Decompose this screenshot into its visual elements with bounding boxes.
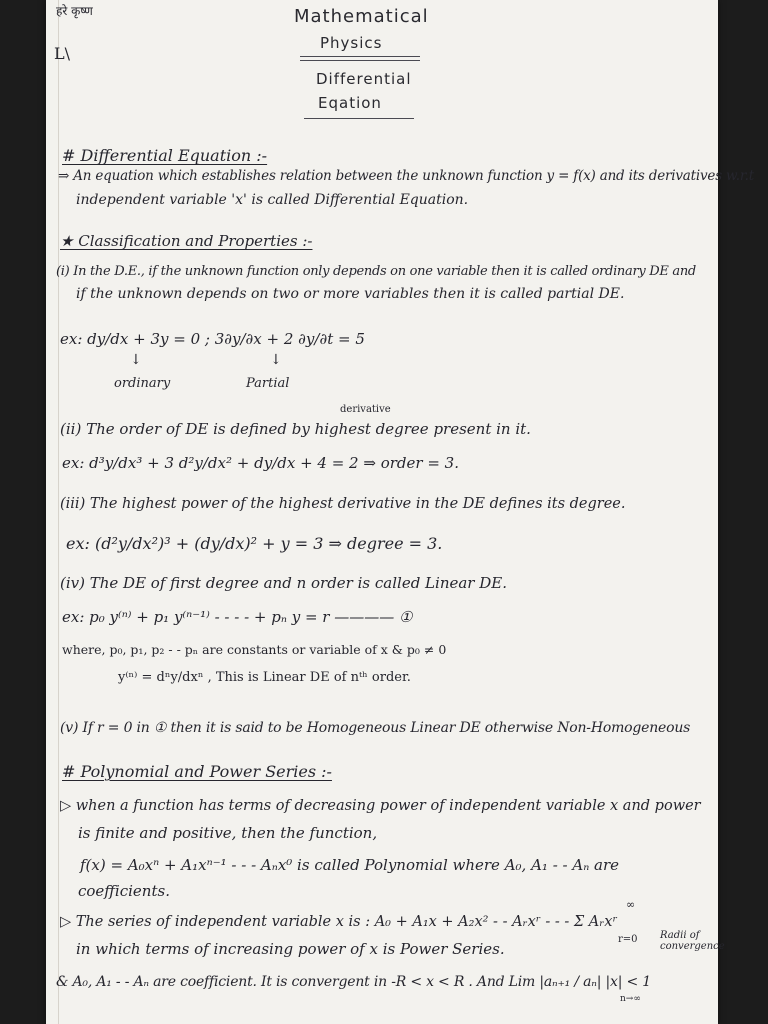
radii-note: Radii of convergence <box>660 930 725 952</box>
limit-subscript: n→∞ <box>620 994 641 1004</box>
section-heading-polynomial: # Polynomial and Power Series :- <box>62 762 332 781</box>
power-series-line-1: ▷ The series of independent variable x is : A₀ + A₁x + A₂x² - - Aᵣxʳ - - - Σ Aᵣxʳ <box>60 914 618 930</box>
power-series-line-2: in which terms of increasing power of x is Power Series. <box>76 940 505 958</box>
correction-note: derivative <box>340 404 391 415</box>
yn-definition: y⁽ⁿ⁾ = dⁿy/dxⁿ , This is Linear DE of nᵗʰ order. <box>118 670 411 685</box>
example-2: ex: d³y/dx³ + 3 d²y/dx² + dy/dx + 4 = 2 ⇒ order = 3. <box>62 454 459 472</box>
label-partial: Partial <box>246 376 290 391</box>
point-i-line-2: if the unknown depends on two or more variables then it is called partial DE. <box>76 286 625 302</box>
title-line-3: Differential <box>316 70 412 88</box>
point-ii: (ii) The order of DE is defined by highest degree present in it. <box>60 420 531 438</box>
notebook-page <box>46 0 754 1024</box>
definition-line-1: ⇒ An equation which establishes relation between the unknown function y = f(x) and its derivatives w.r.t <box>58 168 754 184</box>
definition-line-2: independent variable 'x' is called Differential Equation. <box>76 192 469 208</box>
section-heading-classification: ★ Classification and Properties :- <box>60 232 313 250</box>
example-4: ex: p₀ y⁽ⁿ⁾ + p₁ y⁽ⁿ⁻¹⁾ - - - - + pₙ y = r ———— ① <box>62 608 413 626</box>
point-iv: (iv) The DE of first degree and n order is called Linear DE. <box>60 574 507 592</box>
convergence-line: & A₀, A₁ - - Aₙ are coefficient. It is convergent in -R < x < R . And Lim |aₙ₊₁ / aₙ| |x| < 1 <box>56 974 651 990</box>
point-i-line-1: (i) In the D.E., if the unknown function only depends on one variable then it is called ordinary DE and <box>56 264 696 279</box>
example-1: ex: dy/dx + 3y = 0 ; 3∂y/∂x + 2 ∂y/∂t = 5 <box>60 330 365 348</box>
polynomial-line-4: coefficients. <box>78 882 170 900</box>
title-underline-2 <box>300 60 420 61</box>
polynomial-line-3: f(x) = A₀xⁿ + A₁xⁿ⁻¹ - - - Aₙx⁰ is called Polynomial where A₀, A₁ - - Aₙ are <box>80 856 620 874</box>
label-ordinary: ordinary <box>114 376 171 391</box>
title-line-4: Eqation <box>318 94 382 112</box>
where-line: where, p₀, p₁, p₂ - - pₙ are constants or variable of x & p₀ ≠ 0 <box>62 642 447 657</box>
example-3: ex: (d²y/dx²)³ + (dy/dx)² + y = 3 ⇒ degree = 3. <box>66 534 443 553</box>
title-underline-3 <box>304 118 414 119</box>
corner-note: हरे कृष्ण <box>56 4 93 18</box>
margin-line <box>58 0 59 1024</box>
polynomial-line-1: ▷ when a function has terms of decreasing power of independent variable x and power <box>60 798 701 814</box>
sum-lower-limit: r=0 <box>618 934 638 945</box>
point-v: (v) If r = 0 in ① then it is said to be Homogeneous Linear DE otherwise Non-Homogeneous <box>60 720 691 736</box>
polynomial-line-2: is finite and positive, then the function, <box>78 824 378 842</box>
point-iii: (iii) The highest power of the highest derivative in the DE defines its degree. <box>60 496 626 512</box>
arrow-down-icon: ↓ <box>270 352 282 368</box>
section-heading-differential-equation: # Differential Equation :- <box>62 146 268 165</box>
title-line-1: Mathematical <box>294 6 429 27</box>
margin-mark: L\ <box>54 44 71 63</box>
arrow-down-icon: ↓ <box>130 352 142 368</box>
title-line-2: Physics <box>320 34 383 52</box>
title-underline-1 <box>300 56 420 57</box>
sum-upper-limit: ∞ <box>626 898 636 911</box>
